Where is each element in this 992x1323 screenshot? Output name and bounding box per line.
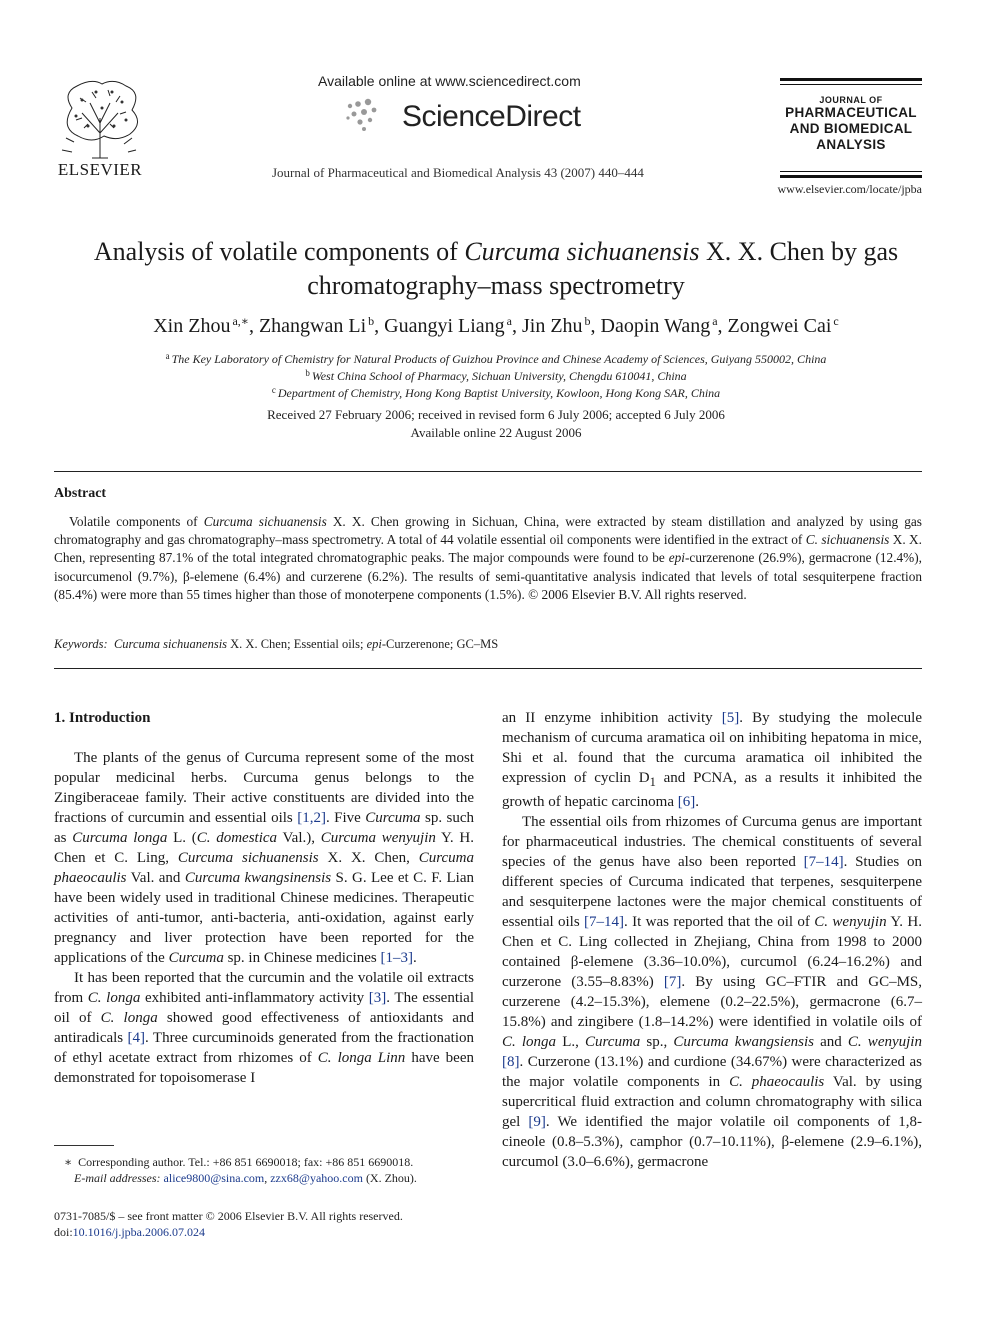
italic-term: Curcuma phaeocaulis [54,850,474,886]
logo-rule [780,84,922,85]
author-separator: , [590,315,601,337]
journal-citation: Journal of Pharmaceutical and Biomedical Analysis 43 (2007) 440–444 [272,165,644,180]
title-part: Analysis of volatile components of [93,237,465,266]
author-name: Jin Zhu [521,315,583,337]
text-run: L. ( [167,830,197,846]
footnote-rule [54,1145,114,1146]
citation-link[interactable]: [7] [663,974,682,990]
available-date: Available online 22 August 2006 [410,425,582,440]
affiliation-text: West China School of Pharmacy, Sichuan University, Chengdu 610041, China [311,369,687,383]
elsevier-wordmark: ELSEVIER [57,160,143,179]
keywords-list [114,637,498,651]
author-list [40,314,952,338]
affiliation-c [40,385,952,401]
sciencedirect-dots-icon [344,96,384,136]
text-run: . Curzerone (13.1%) and curdione (34.67%) were characterized as the major volatile components in [502,1054,922,1090]
logo-rule [780,78,922,81]
email-suffix: (X. Zhou). [362,1171,417,1185]
affiliation-b [40,368,952,384]
text-run: Val. by using supercritical fluid extraction and column chromatography with silica gel [502,1074,922,1130]
citation-link[interactable]: [4] [127,1030,146,1046]
text-run: -curzerenone (26.9%), germacrone (12.4%), isocurcumenol (9.7%), β-elemene (6.4%) and curzerene (6.2%). The results of semi-quantitative analysis indicated that levels of total sesquiterpene fraction (85.4%) were more than 55 times higher than those of monoterpene components (1.5%). © 2006 Elsevier B.V. All rights reserved. [54,550,922,602]
italic-term: C. domestica [196,830,278,846]
title-part: X. X. Chen by gas [699,237,899,266]
author-name: Zhangwan Li [258,315,367,337]
citation-link[interactable]: [5] [721,710,740,726]
corresponding-line [54,1154,474,1170]
text-run: . The essential oil of [54,990,474,1026]
text-run: X. X. Chen; Essential oils; [227,637,367,651]
page-footer [54,1208,474,1240]
text-run: sp. such as [54,810,474,846]
text-run: L., [556,1034,585,1050]
italic-term: C. longa [100,1010,158,1026]
text-run: Y. H. Chen et C. Ling collected in Zhejiang, China from 1998 to 2000 contained β-elemene (3.36–10.0%), curcumol (6.24–16.2%) and curzerone (3.55–8.83%) [502,914,922,990]
italic-term: Curcuma kwangsinensis [184,870,332,886]
affiliation-text: The Key Laboratory of Chemistry for Natural Products of Guizhou Province and Chinese Academy of Sciences, Guiyang 550002, China [171,352,827,366]
italic-term: C. longa [87,990,141,1006]
email-line: E-mail addresses: alice9800@sina.com, zzx68@yahoo.com (X. Zhou). [74,1171,417,1185]
paragraph [54,748,474,968]
logo-rule [780,171,922,172]
email-label: E-mail addresses: [74,1171,161,1185]
text-run: The plants of the genus of Curcuma represent some of the most popular medicinal herbs. Curcuma genus belongs to the Zingiberaceae family. Their active constituents are divided into the fractions of curcumin and essential oils [54,750,474,826]
text-run: -Curzerenone; GC–MS [381,637,499,651]
doi-link[interactable]: 10.1016/j.jpba.2006.07.024 [72,1225,205,1239]
text-run: an II enzyme inhibition activity [502,710,722,726]
text-run: and PCNA, as a results it inhibited the growth of hepatic carcinoma [502,770,922,810]
author-affiliation-mark[interactable]: a [712,314,718,328]
text-run: Val. and [126,870,185,886]
author-separator: , [717,315,728,337]
text-run: sp. in Chinese medicines [223,950,381,966]
author-name: Daopin Wang [600,315,711,337]
italic-term: Curcuma [168,950,224,966]
affiliation-mark: b [305,368,310,378]
citation-link[interactable]: [1–3] [380,950,413,966]
italic-term: C. longa Linn [317,1050,406,1066]
article-title [40,235,952,303]
author-separator: , [248,315,259,337]
title-part: chromatography–mass spectrometry [307,271,685,300]
doi-label: doi: [54,1225,73,1239]
citation-link[interactable]: [3] [368,990,387,1006]
text-run: S. G. Lee et C. F. Lian have been widely used in traditional Chinese medicines. Therapeutic activities of anti-tumor, anti-bacteria, anti-oxidation, against early pregnancy and liver protection have been reported for the applications of the [54,870,474,966]
citation-link[interactable]: [7–14] [803,854,844,870]
journal-logo-line: PHARMACEUTICAL [785,105,917,120]
author-separator: , [511,315,522,337]
italic-term: epi [366,637,382,651]
paragraph [54,968,474,1088]
italic-term: Curcuma [585,1034,641,1050]
text-run: Val.), [277,830,321,846]
affiliation-a [40,351,952,367]
journal-logo-name [780,105,922,153]
text-run: and [813,1034,848,1050]
text-run: . By studying the molecule mechanism of curcuma aramatica oil on inhibiting hepatoma in mice, Shi et al. found that the curcuma aramatica oil inhibited the expression of cyclin D [502,710,922,786]
italic-term: Curcuma longa [72,830,168,846]
citation-link[interactable]: [8] [502,1054,520,1070]
section-heading: 1. Introduction [54,710,151,726]
author-affiliation-mark[interactable]: a [506,314,512,328]
email-link-2[interactable]: zzx68@yahoo.com [270,1171,363,1185]
text-run: X. X. Chen, [318,850,419,866]
text-run: sp., [640,1034,674,1050]
available-online-text[interactable]: Available online at www.sciencedirect.com [318,73,581,89]
italic-term: Curcuma sichuanensis [113,637,228,651]
author-affiliation-mark[interactable]: c [833,314,839,328]
keywords-label: Keywords: [54,637,108,651]
citation-link[interactable]: [7–14] [584,914,625,930]
sciencedirect-wordmark: ScienceDirect [402,100,581,133]
left-column [54,708,474,1088]
received-dates: Received 27 February 2006; received in revised form 6 July 2006; accepted 6 July 2006 [267,407,725,422]
citation-link[interactable]: [6] [677,794,696,810]
text-run: . We identified the major volatile oil components of 1,8-cineole (0.8–5.3%), camphor (0.7–10.11%), β-elemene (2.9–6.1%), curcumol (3.0–6.6%), germacrone [502,1114,923,1170]
journal-logo [780,78,922,181]
text-run: Y. H. Chen et C. Ling, [54,830,474,866]
text-run: . [413,950,417,966]
abstract-heading: Abstract [54,486,107,501]
text-run: . Five [325,810,366,826]
journal-logo-line: AND BIOMEDICAL [789,121,913,136]
citation-link[interactable]: [9] [528,1114,546,1130]
corresponding-text: Corresponding author. Tel.: +86 851 6690018; fax: +86 851 6690018. [78,1155,414,1169]
text-run: X. X. Chen, representing 87.1% of the total integrated chromatographic peaks. The major compounds were found to be [54,532,922,566]
text-run: . It was reported that the oil of [624,914,815,930]
paragraph [502,812,922,1172]
text-run: Volatile components of [69,514,204,529]
article-dates [40,406,952,442]
italic-term: C. phaeocaulis [729,1074,825,1090]
italic-term: C. longa [502,1034,557,1050]
italic-term: C. wenyujin [847,1034,922,1050]
journal-url[interactable]: www.elsevier.com/locate/jpba [777,182,922,196]
journal-logo-line: ANALYSIS [816,137,886,152]
text-run: . By using GC–FTIR and GC–MS, curzerene (4.2–15.3%), elemene (0.2–22.5%), germacrone (6.7–15.8%) and zingibere (1.8–14.2%) were identified in volatile oils of [502,974,923,1030]
title-italic: Curcuma sichuanensis [464,237,700,266]
footnote-mark: ∗ [64,1155,73,1169]
doi-line [54,1224,474,1240]
affiliation-text: Department of Chemistry, Hong Kong Baptist University, Kowloon, Hong Kong SAR, China [277,386,721,400]
author-affiliation-mark[interactable]: b [368,314,375,328]
text-run: It has been reported that the curcumin and the volatile oil extracts from [54,970,474,1006]
divider [54,668,922,669]
text-run: The essential oils from rhizomes of Curcuma genus are important for pharmaceutical industries. The chemical constituents of several species of the genus have also been reported [502,814,922,870]
italic-term: Curcuma sichuanensis [177,850,319,866]
author-affiliation-mark[interactable]: b [584,314,591,328]
affiliation-mark: c [271,385,276,395]
paragraph [502,708,922,812]
text-run: . [695,794,700,810]
text-run: . Three curcuminoids generated from the fractionation of ethyl acetate extract from rhizomes of [54,1030,474,1066]
abstract-text [54,513,922,604]
italic-term: Curcuma wenyujin [320,830,436,846]
email-link-1[interactable]: alice9800@sina.com [163,1171,265,1185]
italic-term: epi [668,550,685,566]
text-run: X. X. Chen growing in Sichuan, China, were extracted by steam distillation and analyzed by using gas chromatography and gas chromatography–mass spectrometry. A total of 44 volatile essential oil components were identified in the extract of [54,514,922,548]
journal-logo-small: JOURNAL OF [819,95,883,105]
divider [54,471,922,472]
subscript: 1 [649,775,656,789]
keywords [54,637,498,652]
italic-term: Curcuma [365,810,421,826]
author-separator: , [374,315,385,337]
text-run: . Studies on different species of Curcuma indicated that terpenes, sesquiterpene and sesquiterpene lactones were the major chemical constituents of essential oils [502,854,922,930]
italic-term: Curcuma sichuanensis [203,514,327,529]
corresponding-footnote [54,1154,474,1186]
citation-link[interactable]: [1,2] [297,810,326,826]
right-column [502,708,922,1172]
italic-term: C. wenyujin [814,914,887,930]
italic-term: C. sichuanensis [805,532,890,548]
text-run: have been demonstrated for topoisomerase I [54,1050,474,1086]
author-name: Zongwei Cai [727,315,832,337]
author-name: Guangyi Liang [384,315,505,337]
issn-line: 0731-7085/$ – see front matter © 2006 Elsevier B.V. All rights reserved. [54,1209,403,1223]
author-name: Xin Zhou [153,315,231,337]
italic-term: Curcuma kwangsiensis [673,1034,814,1050]
author-affiliation-mark[interactable]: a,∗ [232,314,249,328]
text-run: showed good effectiveness of antioxidants and antiradicals [54,1010,474,1046]
affiliation-mark: a [165,351,170,361]
text-run: exhibited anti-inflammatory activity [140,990,369,1006]
logo-rule [780,175,922,178]
